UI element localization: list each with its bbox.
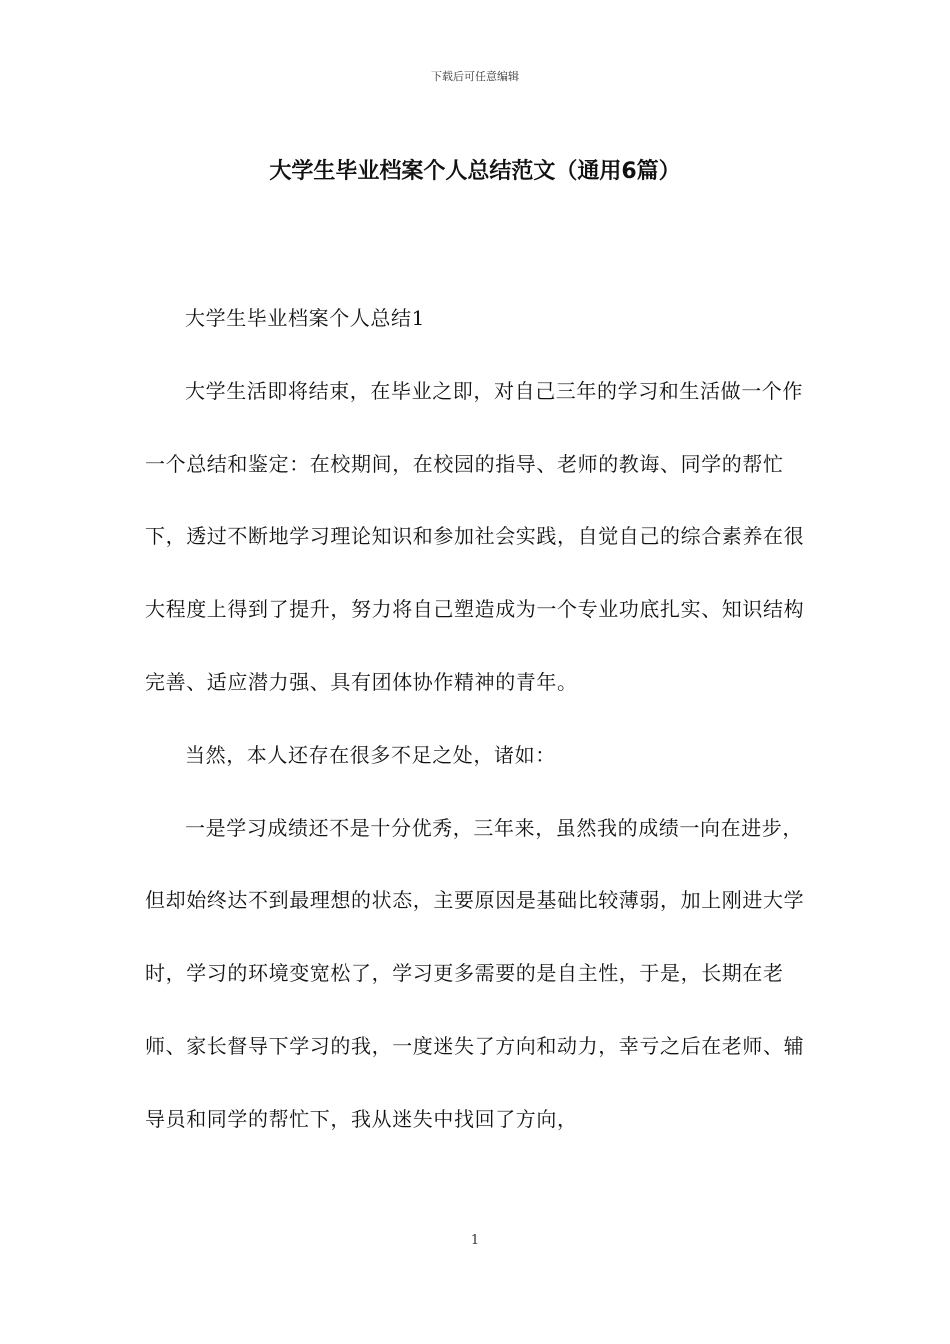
header-note: 下载后可任意编辑 xyxy=(431,70,519,83)
document-title: 大学生毕业档案个人总结范文（通用6篇） xyxy=(269,159,681,184)
document-body xyxy=(145,282,815,1156)
page-number: 1 xyxy=(470,1233,480,1248)
paragraph-3: 一是学习成绩还不是十分优秀，三年来，虽然我的成绩一向在进步，但却始终达不到最理想的状态，主要原因是基础比较薄弱，加上刚进大学时，学习的环境变宽松了，学习更多需要的是自主性，于是，长期在老师、家长督导下学习的我，一度迷失了方向和动力，幸亏之后在老师、辅导员和同学的帮忙下，我从迷失中找回了方向， xyxy=(145,815,805,1131)
paragraph-2: 当然，本人还存在很多不足之处，诸如： xyxy=(185,742,556,767)
paragraph-1: 大学生活即将结束，在毕业之即，对自己三年的学习和生活做一个作一个总结和鉴定：在校期间，在校园的指导、老师的教诲、同学的帮忙下，透过不断地学习理论知识和参加社会实践，自觉自己的综合素养在很大程度上得到了提升，努力将自己塑造成为一个专业功底扎实、知识结构完善、适应潜力强、具有团体协作精神的青年。 xyxy=(145,378,805,694)
section-heading: 大学生毕业档案个人总结1 xyxy=(185,306,425,330)
